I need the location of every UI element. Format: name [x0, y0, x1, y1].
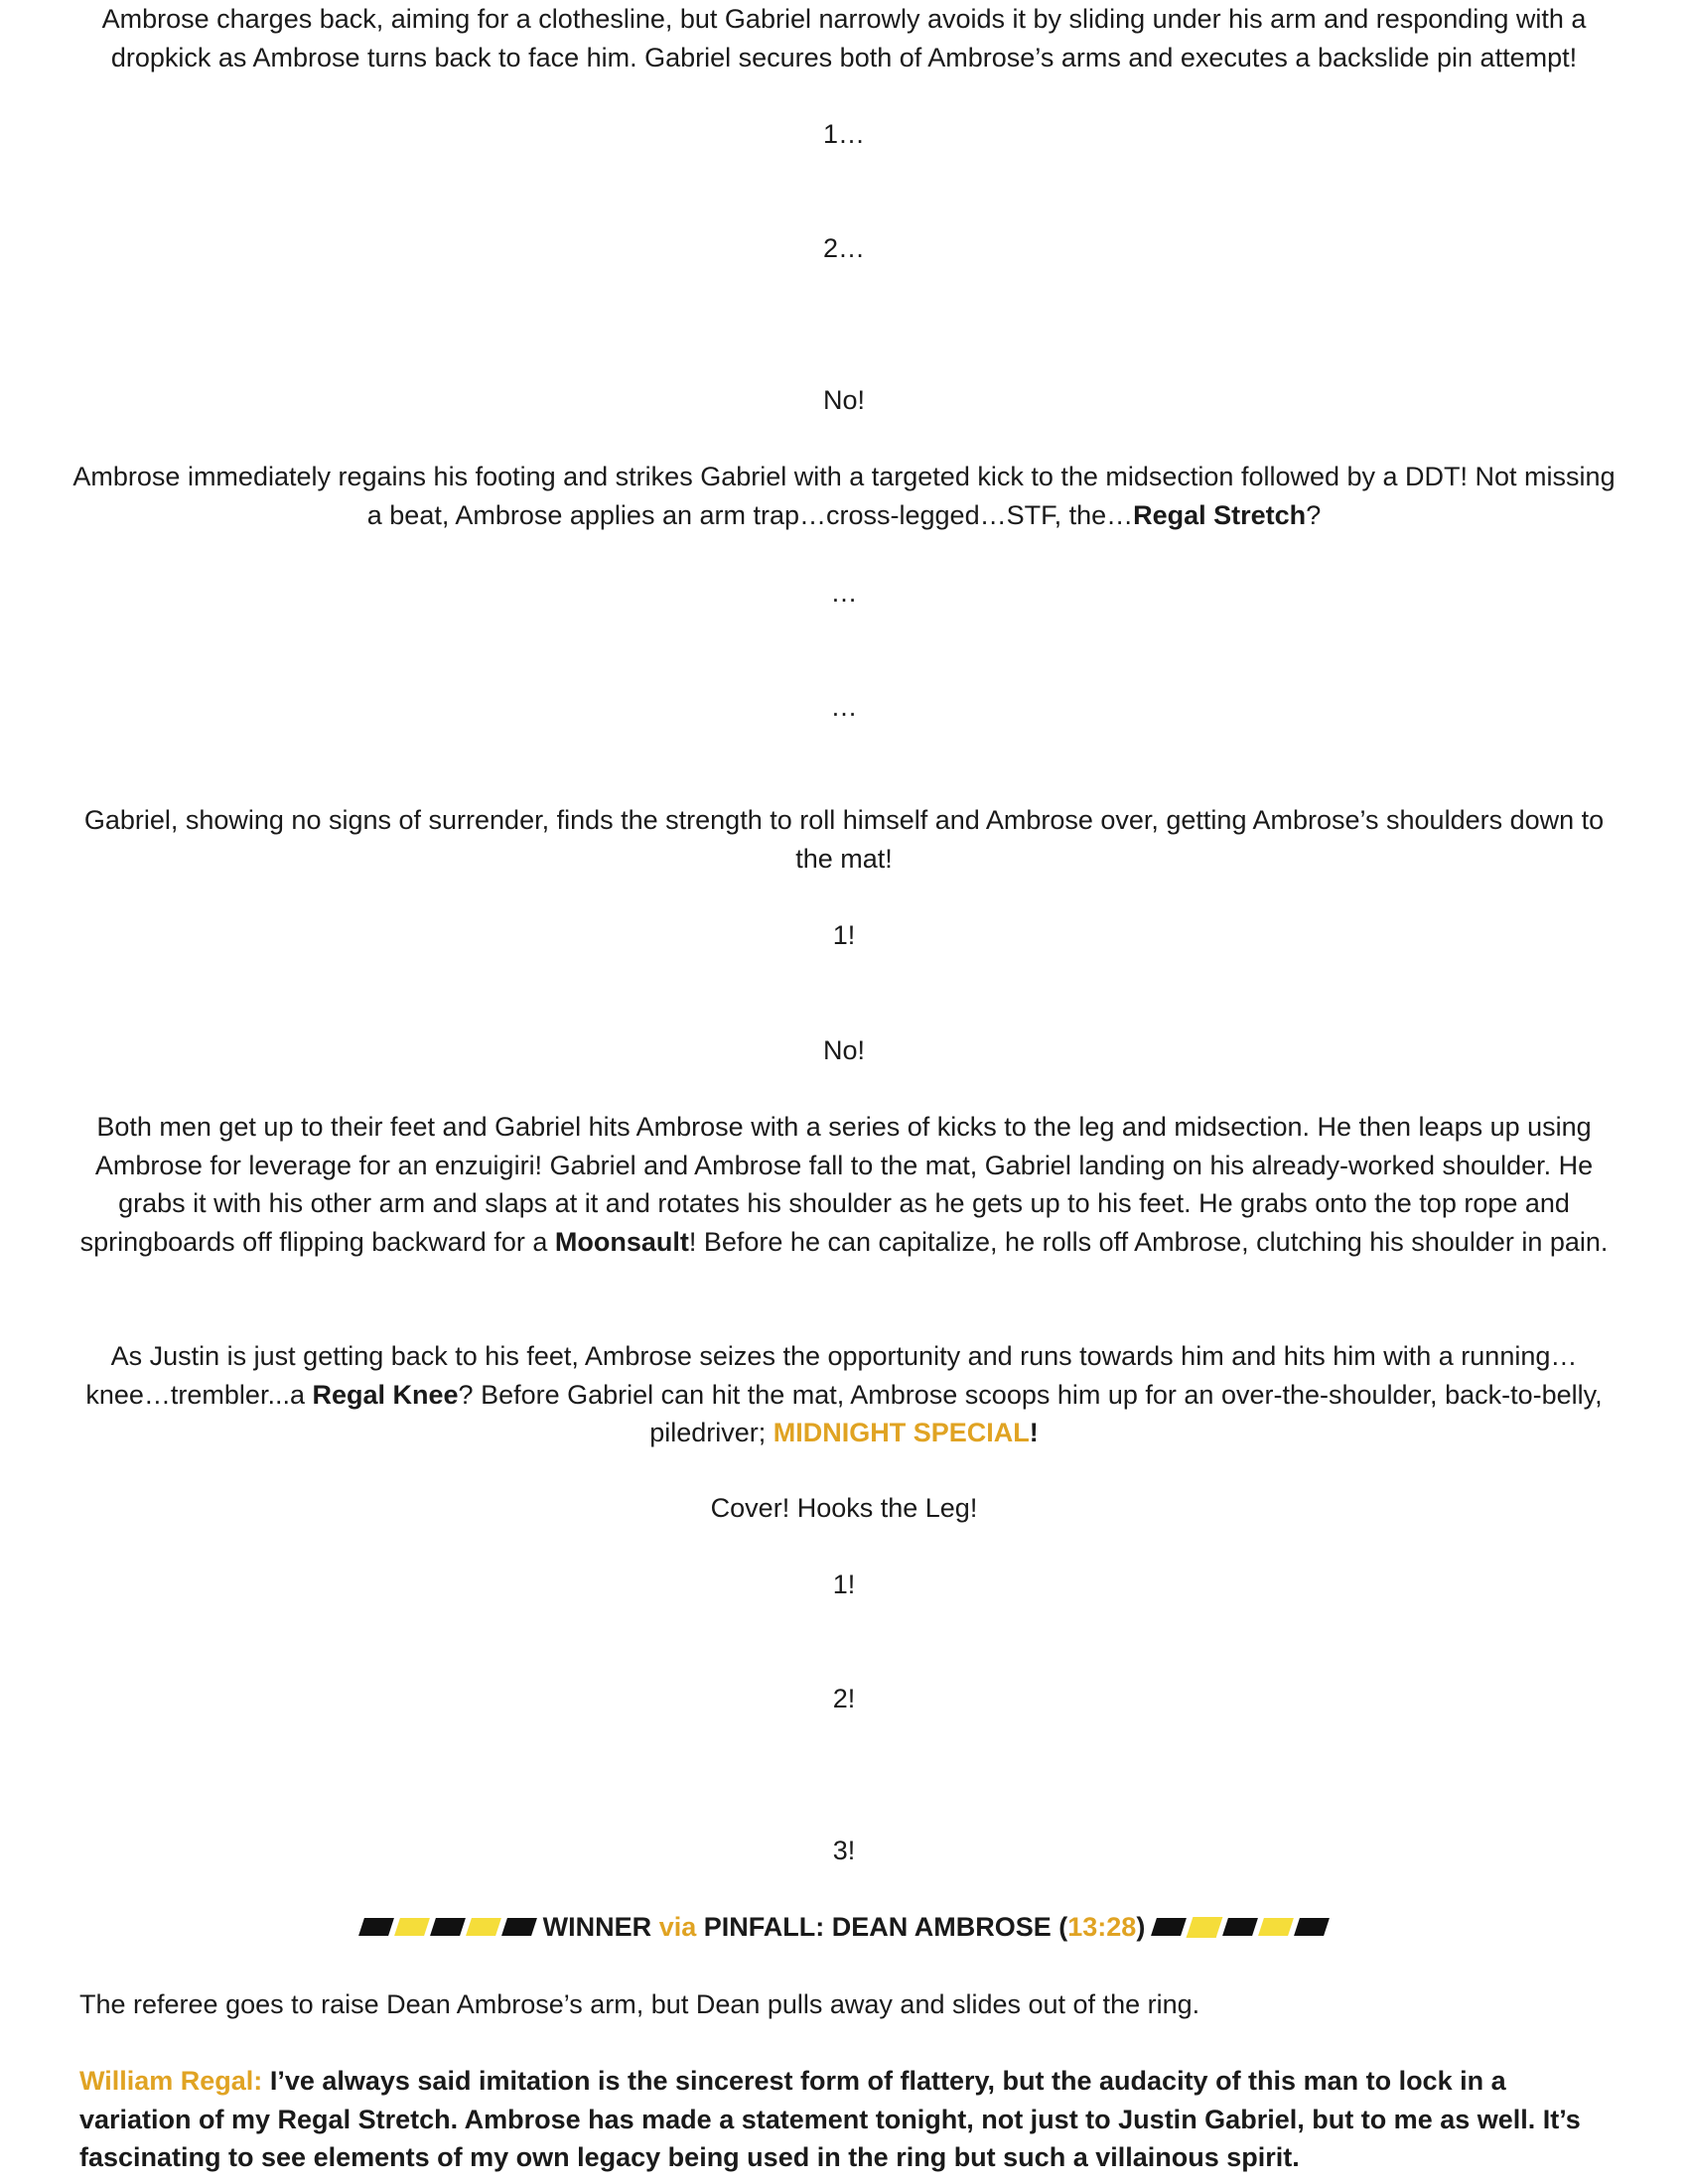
- count-kickout: No!: [822, 385, 866, 415]
- move-name-regal-stretch: Regal Stretch: [1133, 499, 1307, 530]
- move-name-regal-knee: Regal Knee: [312, 1379, 459, 1410]
- paragraph-referee: The referee goes to raise Dean Ambrose’s arm, but Dean pulls away and slides out of the ring.: [79, 1989, 1200, 2019]
- stripe-yellow: [1187, 1917, 1223, 1938]
- count-one-b: 1!: [832, 920, 856, 950]
- commentary-text: I’ve always said imitation is the sincerest form of flattery, but the audacity of this man to lock in a variation of my Regal Stretch. Ambrose has made a statement tonight, not just to Justin Gabriel, but to me as well. It’s fascinating to see elements of my own legacy being used in the ring but such a villainous spirit.: [79, 2066, 1581, 2172]
- ellipsis-two: …: [830, 692, 858, 722]
- commentator-name: William Regal:: [79, 2066, 263, 2096]
- paragraph-mid: ? Before Gabriel can hit the mat, Ambrose scoops him up for an over-the-shoulder, back-to-belly, piledriver;: [458, 1379, 1603, 1447]
- count-one: 1…: [822, 119, 866, 149]
- cover-line: Cover! Hooks the Leg!: [710, 1493, 978, 1523]
- count-three-c: 3!: [832, 1836, 856, 1865]
- banner-stripes-left: [358, 1918, 537, 1936]
- stripe-black: [501, 1918, 537, 1936]
- stripe-black: [1151, 1918, 1187, 1936]
- banner-result: PINFALL: DEAN AMBROSE (: [703, 1912, 1068, 1942]
- paragraph-text: Ambrose immediately regains his footing and strikes Gabriel with a targeted kick to the midsection followed by a DDT! Not missing a beat, Ambrose applies an arm trap…cross-legged…STF, the…: [72, 462, 1616, 530]
- stripe-black: [430, 1918, 466, 1936]
- winner-banner: [0, 1908, 1688, 1946]
- move-name-moonsault: Moonsault: [554, 1226, 689, 1257]
- paragraph-text: Both men get up to their feet and Gabriel hits Ambrose with a series of kicks to the leg and midsection. He then leaps up using Ambrose for leverage for an enzuigiri! Gabriel and Ambrose fall to the mat, Gabriel landing on his already-worked shoulder. He grabs it with his other arm and slaps at it and rotates his shoulder as he gets up to his feet. He grabs onto the top rope and springboards off flipping backward for a: [79, 1112, 1594, 1257]
- stripe-black: [1222, 1918, 1258, 1936]
- paragraph-end: !: [1029, 1418, 1039, 1447]
- count-kickout-b: No!: [822, 1035, 866, 1065]
- stripe-black: [1294, 1918, 1330, 1936]
- paragraph-moonsault: [70, 1108, 1618, 1261]
- commentary-quote: [79, 2062, 1609, 2177]
- paragraph-regal-knee: [70, 1337, 1618, 1452]
- ellipsis-one: …: [830, 578, 858, 608]
- move-name-midnight-special: MIDNIGHT SPECIAL: [773, 1418, 1030, 1447]
- banner-winner: WINNER: [542, 1912, 652, 1942]
- stripe-yellow: [1258, 1918, 1294, 1936]
- banner-stripes-right: [1151, 1917, 1330, 1938]
- paragraph-regal-stretch: [70, 458, 1618, 534]
- count-one-c: 1!: [832, 1570, 856, 1599]
- stripe-black: [358, 1918, 394, 1936]
- count-two-c: 2!: [832, 1684, 856, 1713]
- stripe-yellow: [394, 1918, 430, 1936]
- paragraph-text: As Justin is just getting back to his feet, Ambrose seizes the opportunity and runs towards him and hits him with a running…knee…trembler...a: [85, 1341, 1578, 1410]
- banner-via: via: [658, 1912, 697, 1942]
- banner-match-time: 13:28: [1067, 1912, 1137, 1942]
- banner-close: ): [1136, 1912, 1146, 1942]
- stripe-yellow: [466, 1918, 501, 1936]
- paragraph-backslide: Ambrose charges back, aiming for a clothesline, but Gabriel narrowly avoids it by sliding under his arm and responding with a dropkick as Ambrose turns back to face him. Gabriel secures both of Ambrose’s arms and executes a backslide pin attempt!: [101, 4, 1587, 72]
- paragraph-end: ?: [1306, 499, 1322, 530]
- paragraph-end: ! Before he can capitalize, he rolls off Ambrose, clutching his shoulder in pain.: [688, 1226, 1609, 1257]
- paragraph-roll-over: Gabriel, showing no signs of surrender, finds the strength to roll himself and Ambrose over, getting Ambrose’s shoulders down to the mat!: [83, 805, 1605, 874]
- count-two: 2…: [822, 233, 866, 263]
